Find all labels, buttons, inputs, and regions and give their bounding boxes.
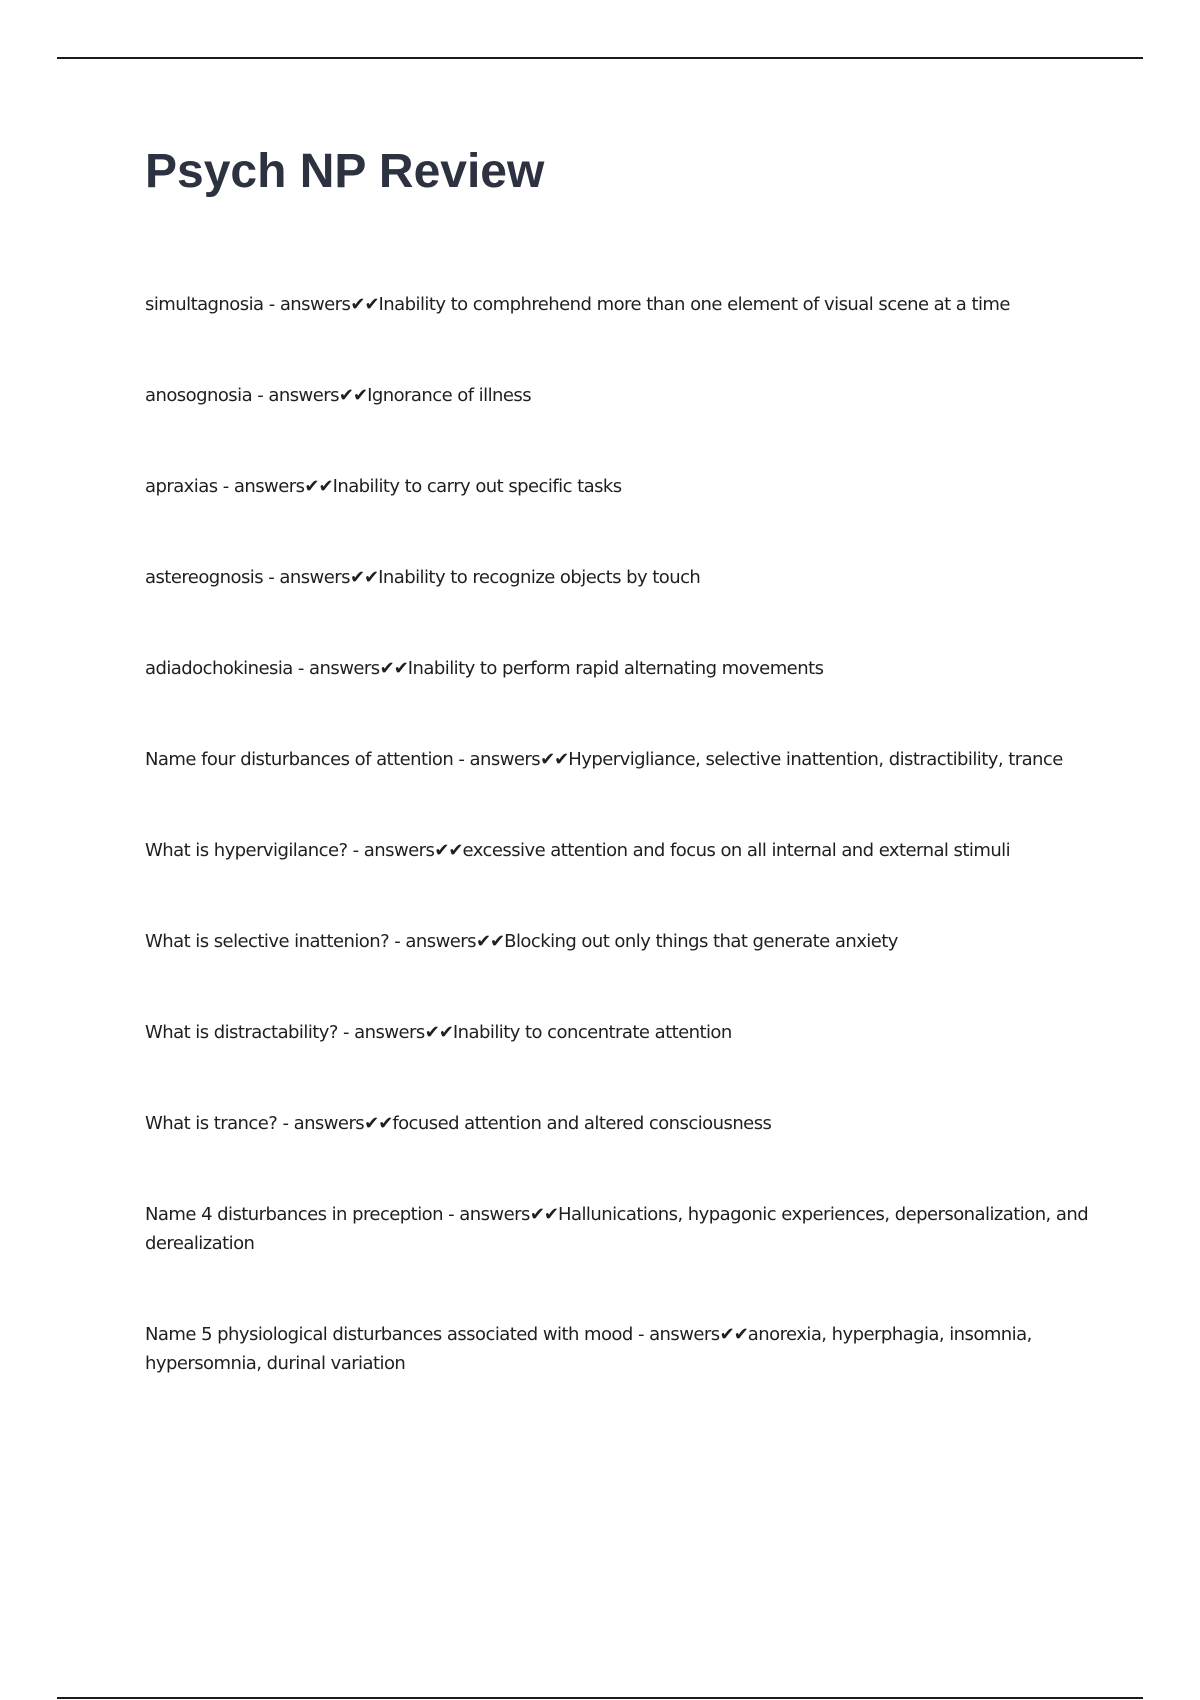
entry-separator: - answers [337,1022,425,1043]
check-mark-icon: ✔✔ [719,1324,748,1345]
entry-separator: - answers [263,567,350,588]
entry-answer: Inability to concentrate attention [452,1022,732,1043]
check-mark-icon: ✔✔ [540,749,569,770]
flashcard-list [145,290,1095,1440]
check-mark-icon: ✔✔ [349,567,379,588]
entry-separator: - answers [453,749,541,770]
entry-answer: excessive attention and focus on all internal and external stimuli [462,840,1011,861]
flashcard-entry [145,472,1095,501]
check-mark-icon: ✔✔ [364,1113,393,1134]
entry-term: Name four disturbances of attention [145,749,454,770]
entry-answer: Inability to carry out specific tasks [332,476,622,497]
entry-answer: Inability to recognize objects by touch [378,567,701,588]
entry-term: anosognosia [145,385,253,406]
entry-term: Name 5 physiological disturbances associated with mood [145,1324,633,1345]
entry-separator: - answers [632,1324,720,1345]
entry-term: What is selective inattenion? [145,931,390,952]
check-mark-icon: ✔✔ [350,294,379,315]
entry-term: simultagnosia [145,294,264,315]
check-mark-icon: ✔✔ [338,385,368,406]
entry-term: What is distractability? [145,1022,338,1043]
entry-separator: - answers [277,1113,365,1134]
entry-separator: - answers [442,1204,530,1225]
entry-separator: - answers [347,840,435,861]
flashcard-entry [145,1320,1095,1378]
flashcard-entry [145,836,1095,865]
entry-answer: Hypervigliance, selective inattention, distractibility, trance [568,749,1063,770]
check-mark-icon: ✔✔ [529,1204,558,1225]
check-mark-icon: ✔✔ [475,931,505,952]
entry-answer: Inability to perform rapid alternating movements [407,658,824,679]
top-rule [57,57,1143,59]
entry-term: astereognosis [145,567,264,588]
flashcard-entry [145,654,1095,683]
check-mark-icon: ✔✔ [304,476,333,497]
flashcard-entry [145,290,1095,319]
entry-term: Name 4 disturbances in preception [145,1204,443,1225]
bottom-rule [57,1697,1143,1699]
flashcard-entry [145,1200,1095,1258]
flashcard-entry [145,563,1095,592]
flashcard-entry [145,1018,1095,1047]
entry-separator: - answers [217,476,305,497]
flashcard-entry [145,1109,1095,1138]
entry-term: apraxias [145,476,218,497]
entry-separator: - answers [389,931,476,952]
check-mark-icon: ✔✔ [424,1022,453,1043]
entry-answer: Ignorance of illness [367,385,532,406]
entry-term: adiadochokinesia [145,658,293,679]
entry-separator: - answers [292,658,380,679]
flashcard-entry [145,381,1095,410]
entry-answer: focused attention and altered consciousness [392,1113,772,1134]
entry-separator: - answers [252,385,339,406]
check-mark-icon: ✔✔ [379,658,408,679]
entry-answer: anorexia, hyperphagia, insomnia, hypersomnia, durinal variation [145,1324,1032,1374]
entry-answer: Inability to comphrehend more than one element of visual scene at a time [378,294,1010,315]
entry-answer: Hallunications, hypagonic experiences, depersonalization, and derealization [145,1204,1089,1254]
flashcard-entry [145,927,1095,956]
entry-answer: Blocking out only things that generate anxiety [504,931,898,952]
entry-term: What is trance? [145,1113,278,1134]
check-mark-icon: ✔✔ [434,840,463,861]
entry-separator: - answers [263,294,351,315]
flashcard-entry [145,745,1095,774]
entry-term: What is hypervigilance? [145,840,348,861]
page-title: Psych NP Review [145,145,545,198]
